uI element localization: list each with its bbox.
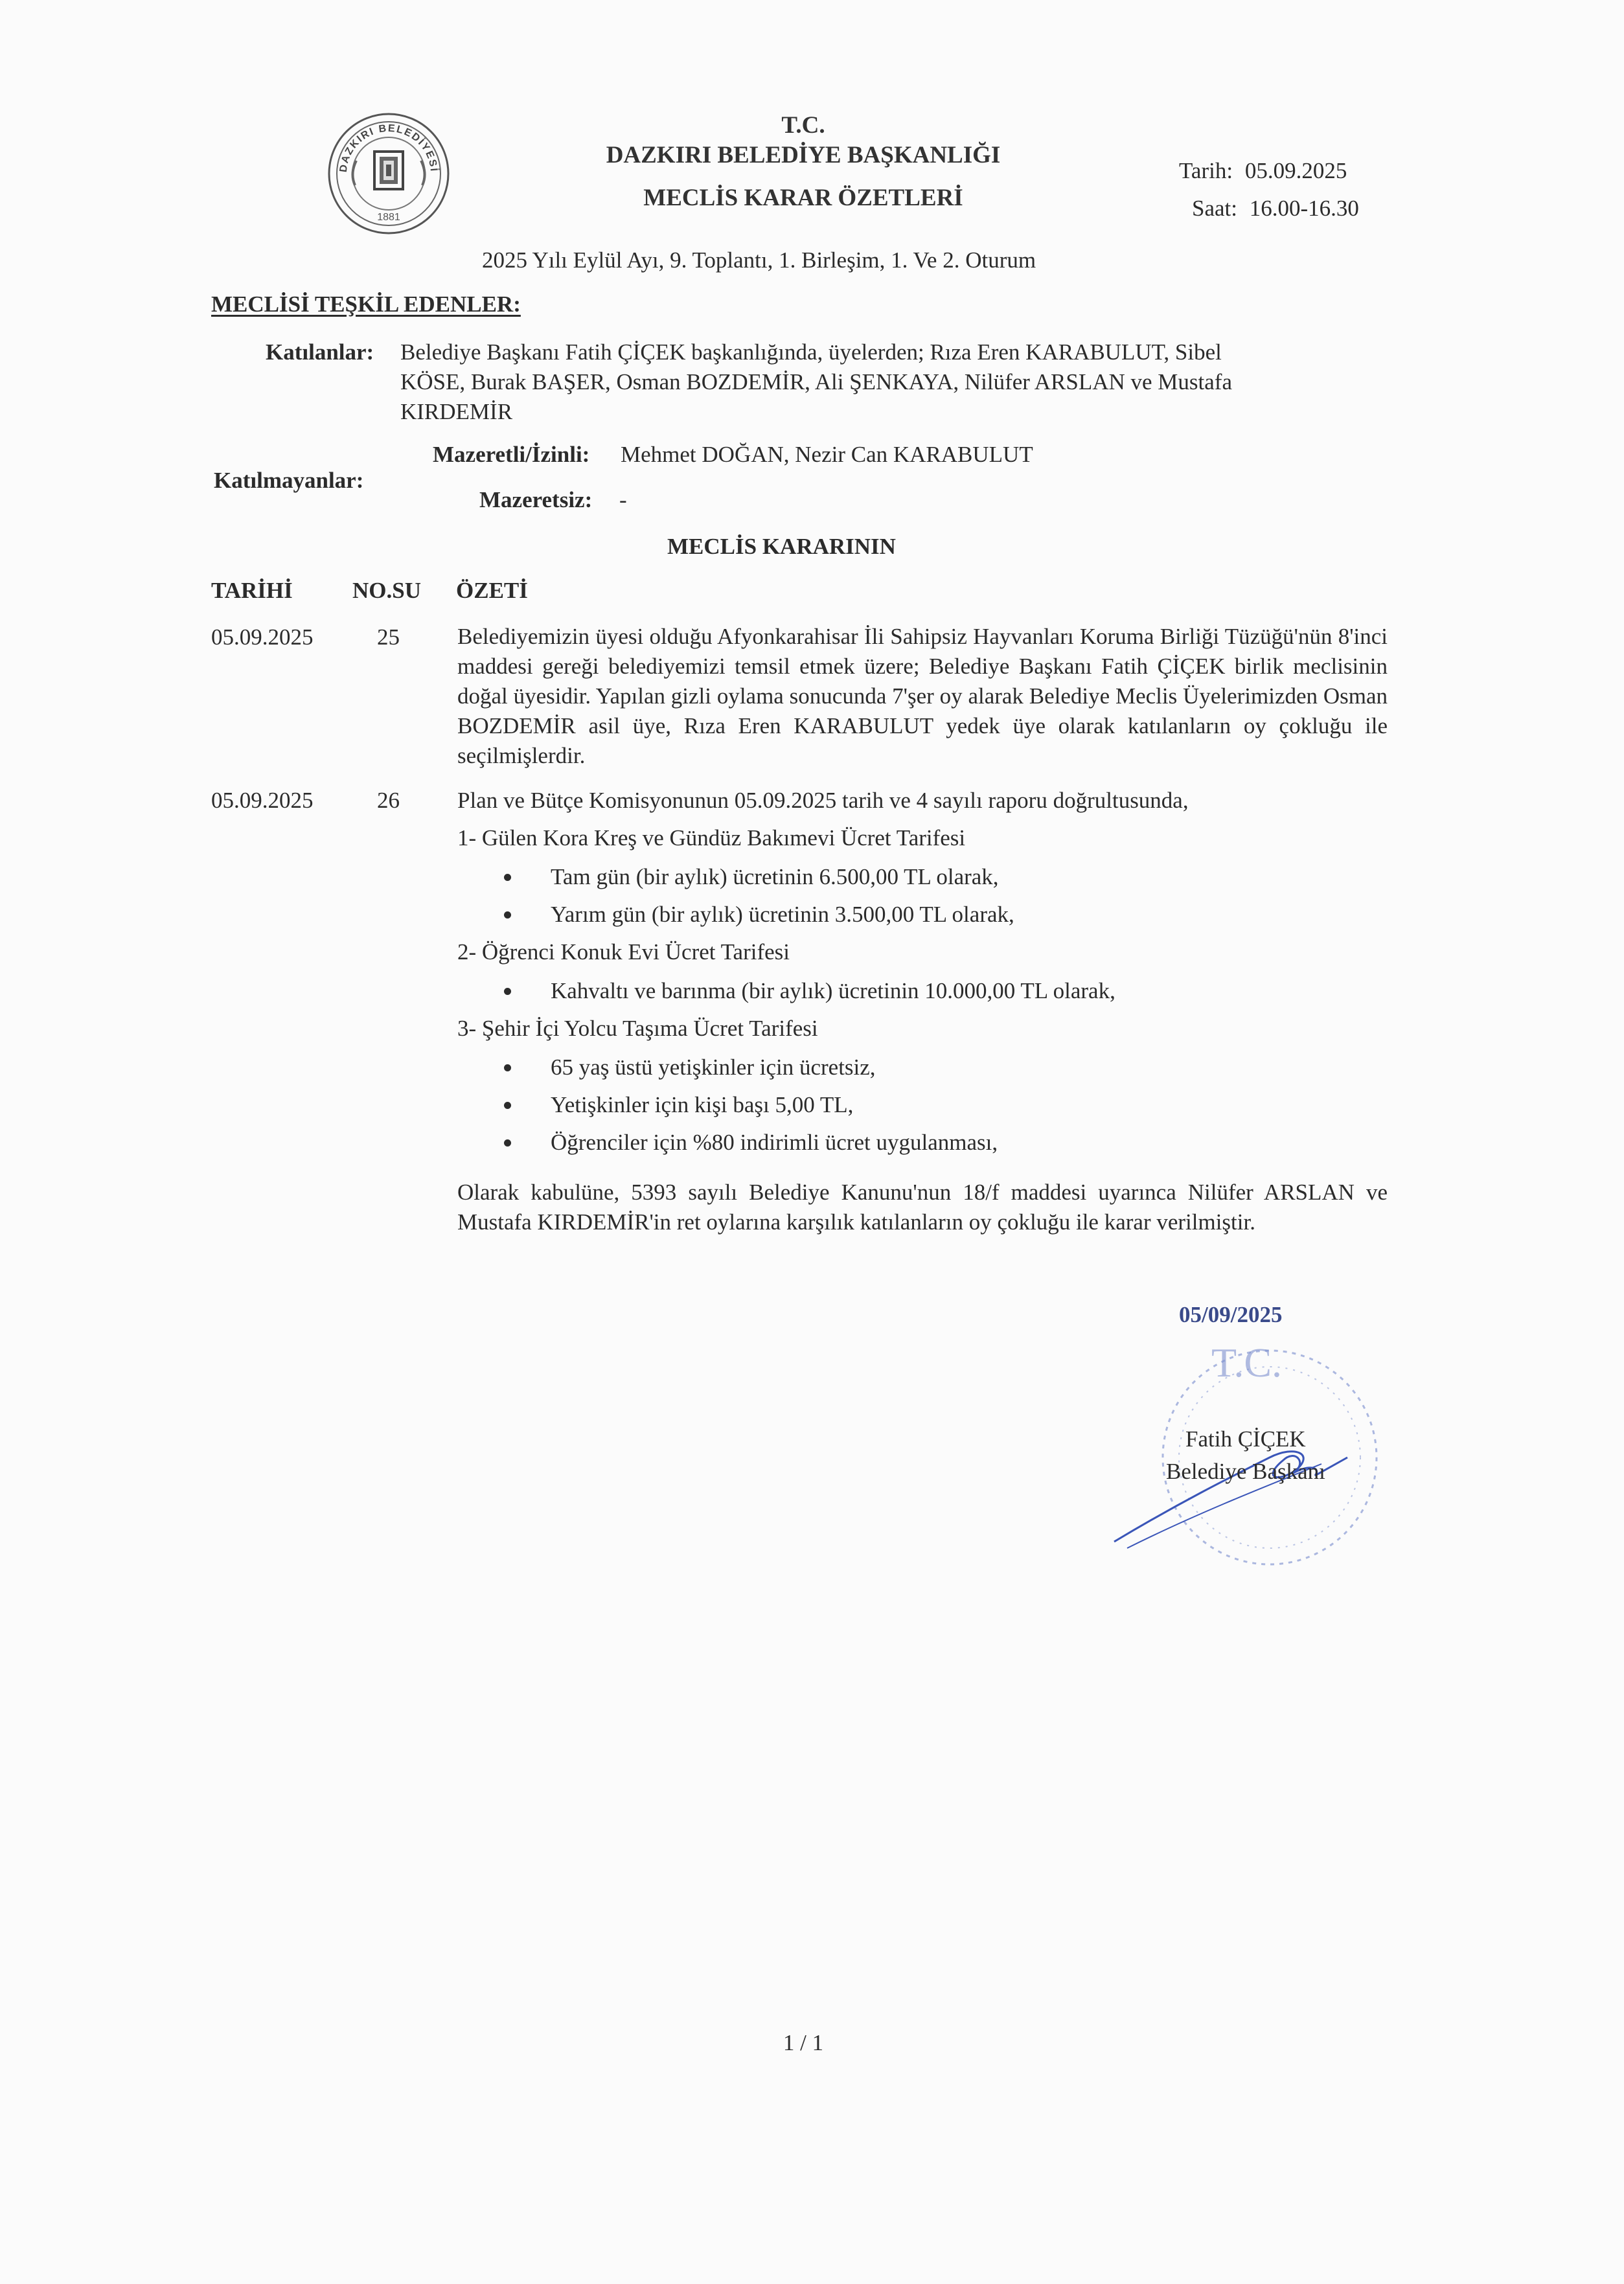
session-line: 2025 Yılı Eylül Ayı, 9. Toplantı, 1. Birleşim, 1. Ve 2. Oturum — [482, 247, 1036, 273]
header-time — [1192, 193, 1359, 223]
col-no-header: NO.SU — [352, 578, 421, 603]
attendees-line1: Belediye Başkanı Fatih ÇİÇEK başkanlığında, üyelerden; Rıza Eren KARABULUT, Sibel — [400, 339, 1222, 365]
attendees-line3: KIRDEMİR — [400, 399, 513, 424]
tariff-item: Tam gün (bir aylık) ücretinin 6.500,00 TL olarak, — [551, 864, 999, 889]
excused-value: Mehmet DOĞAN, Nezir Can KARABULUT — [621, 442, 1033, 467]
signature-date: 05/09/2025 — [1179, 1302, 1283, 1327]
tariff-group-title: 3- Şehir İçi Yolcu Taşıma Ücret Tarifesi — [457, 1016, 818, 1041]
date-value: 05.09.2025 — [1244, 158, 1347, 183]
bullet-icon — [504, 874, 511, 881]
decision-26-intro: Plan ve Bütçe Komisyonunun 05.09.2025 tarih ve 4 sayılı raporu doğrultusunda, — [457, 788, 1189, 813]
logo-year: 1881 — [377, 212, 400, 223]
tariff-item: Kahvaltı ve barınma (bir aylık) ücretinin 10.000,00 TL olarak, — [551, 978, 1115, 1003]
tariff-item: Öğrenciler için %80 indirimli ücret uygulanması, — [551, 1130, 998, 1155]
signatory-title: Belediye Başkanı — [1166, 1459, 1325, 1484]
tariff-group-title: 1- Gülen Kora Kreş ve Gündüz Bakımevi Ücret Tarifesi — [457, 825, 966, 851]
tariff-item: Yetişkinler için kişi başı 5,00 TL, — [551, 1092, 854, 1117]
unexcused-label: Mazeretsiz: — [479, 487, 593, 512]
page-number: 1 / 1 — [783, 2030, 824, 2055]
tariff-item: 65 yaş üstü yetişkinler için ücretsiz, — [551, 1055, 876, 1080]
header-date — [1179, 155, 1347, 186]
time-label: Saat: — [1192, 196, 1237, 221]
header-doc-title: MECLİS KARAR ÖZETLERİ — [643, 185, 963, 211]
bullet-icon — [504, 1102, 511, 1109]
signatory-name: Fatih ÇİÇEK — [1185, 1426, 1306, 1452]
unexcused-value: - — [619, 487, 627, 512]
decision-25-date: 05.09.2025 — [211, 624, 314, 650]
bullet-icon — [504, 1064, 511, 1071]
attendees-line2: KÖSE, Burak BAŞER, Osman BOZDEMİR, Ali ŞENKAYA, Nilüfer ARSLAN ve Mustafa — [400, 369, 1232, 394]
decision-header: MECLİS KARARININ — [667, 534, 896, 559]
decision-25-text: Belediyemizin üyesi olduğu Afyonkarahisar İli Sahipsiz Hayvanları Koruma Birliği Tüzüğü'nün 8'inci maddesi gereği belediyemizi temsil etmek üzere; Belediye Başkanı Fatih ÇİÇEK birlik meclisinin doğal üyesidir. Yapılan gizli oylama sonucunda 7'şer oy alarak Belediye Meclis Üyelerimizden Osman BOZDEMİR asil üye, Rıza Eren KARABULUT yedek üye olarak katılanların oy çokluğu ile seçilmişlerdir. — [457, 624, 1388, 768]
col-summary-header: ÖZETİ — [456, 578, 528, 603]
bullet-icon — [504, 911, 511, 919]
header-institution: DAZKIRI BELEDİYE BAŞKANLIĞI — [606, 142, 1001, 168]
bullet-icon — [504, 988, 511, 995]
logo-arc-text: DAZKIRI BELEDİYESİ — [337, 122, 440, 173]
excused-label: Mazeretli/İzinli: — [433, 442, 590, 467]
absent-label: Katılmayanlar: — [214, 468, 364, 493]
bullet-icon — [504, 1139, 511, 1147]
municipality-logo — [324, 109, 453, 238]
date-label: Tarih: — [1179, 158, 1233, 183]
decision-26-no: 26 — [377, 788, 400, 813]
decision-25-no: 25 — [377, 624, 400, 650]
members-section-title: MECLİSİ TEŞKİL EDENLER: — [211, 291, 521, 317]
header-tc: T.C. — [781, 112, 825, 139]
stamp-text: T.C. — [1211, 1340, 1283, 1386]
decision-26-date: 05.09.2025 — [211, 788, 314, 813]
col-date-header: TARİHİ — [211, 578, 293, 603]
tariff-group-title: 2- Öğrenci Konuk Evi Ücret Tarifesi — [457, 939, 790, 965]
attendees-label: Katılanlar: — [266, 339, 374, 365]
time-value: 16.00-16.30 — [1249, 196, 1359, 221]
tariff-item: Yarım gün (bir aylık) ücretinin 3.500,00 TL olarak, — [551, 902, 1014, 927]
decision-26-closing: Olarak kabulüne, 5393 sayılı Belediye Kanunu'nun 18/f maddesi uyarınca Nilüfer ARSLAN ve Mustafa KIRDEMİR'in ret oylarına karşılık katılanların oy çokluğu ile karar verilmiştir. — [457, 1180, 1388, 1235]
